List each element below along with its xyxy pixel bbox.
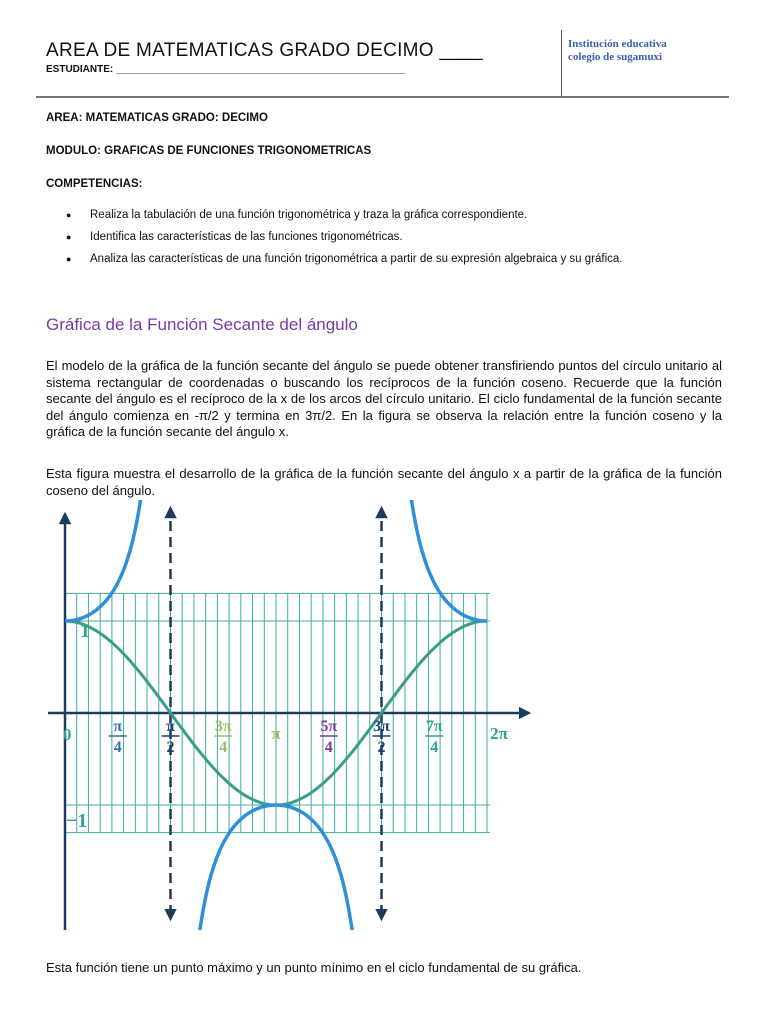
tick-denominator: 4 bbox=[430, 739, 439, 756]
y-one-label: 1 bbox=[80, 620, 90, 642]
tick-numerator: 7π bbox=[425, 718, 443, 735]
y-neg-one-label: −1 bbox=[66, 810, 88, 832]
tick-numerator: 3π bbox=[373, 718, 390, 735]
header-divider bbox=[561, 30, 562, 96]
institution-line-2: colegio de sugamuxi bbox=[568, 51, 663, 63]
list-item: ● Realiza la tabulación de una función trigonométrica y traza la gráfica correspondiente. bbox=[66, 208, 686, 223]
tick-numerator: 5π bbox=[320, 718, 338, 735]
origin-label: 0 bbox=[63, 725, 72, 744]
tick-numerator: π bbox=[113, 718, 123, 735]
tick-denominator: 4 bbox=[113, 739, 122, 756]
paragraph-figure-description: Esta figura muestra el desarrollo de la gráfica de la función secante del ángulo x a partir de la gráfica de la función coseno del ángulo. bbox=[46, 466, 722, 498]
institution-line-1: Institución educativa bbox=[568, 38, 667, 50]
tick-denominator: 2 bbox=[377, 739, 386, 756]
competencias-list bbox=[66, 208, 686, 274]
secant-branch-right bbox=[396, 500, 487, 621]
x-tick-labels bbox=[109, 718, 509, 756]
tick-numerator: π bbox=[166, 718, 175, 735]
footer-text: Esta función tiene un punto máximo y un punto mínimo en el ciclo fundamental de su gráfica. bbox=[46, 960, 582, 975]
tick-numerator: 3π bbox=[214, 718, 232, 735]
tick-value: π bbox=[271, 724, 281, 743]
header-rule bbox=[36, 96, 729, 98]
secant-branch-left bbox=[65, 500, 156, 621]
document-title: AREA DE MATEMATICAS GRADO DECIMO ____ bbox=[46, 40, 483, 61]
tick-denominator: 4 bbox=[219, 739, 228, 756]
x-tick-label bbox=[271, 724, 281, 743]
list-item: ● Identifica las características de las funciones trigonométricas. bbox=[66, 230, 686, 245]
student-field-label: ESTUDIANTE: ____________________________________________________ bbox=[46, 64, 406, 75]
section-title: Gráfica de la Función Secante del ángulo bbox=[46, 315, 358, 334]
area-grade-line: AREA: MATEMATICAS GRADO: DECIMO bbox=[46, 112, 268, 124]
tick-value: 2π bbox=[490, 724, 508, 743]
tick-denominator: 2 bbox=[166, 739, 175, 756]
institution-name bbox=[568, 38, 667, 64]
x-tick-label bbox=[490, 724, 509, 743]
modulo-line: MODULO: GRAFICAS DE FUNCIONES TRIGONOMETRICAS bbox=[46, 145, 372, 157]
paragraph-intro: El modelo de la gráfica de la función secante del ángulo se puede obtener transfiriendo puntos del círculo unitario al sistema rectangular de coordenadas o buscando los recíprocos de la función coseno. Recuerde que la función secante del ángulo es el recíproco de la x de los arcos del círculo unitario. El ciclo fundamental de la función secante del ángulo comienza en -π/2 y termina en 3π/2. En la figura se observa la relación entre la función coseno y la gráfica de la función secante del ángulo x. bbox=[46, 358, 722, 439]
secant-cosine-figure bbox=[0, 500, 768, 930]
competencias-heading: COMPETENCIAS: bbox=[46, 178, 143, 190]
list-item: ● Analiza las características de una función trigonométrica a partir de su expresión algebraica y su gráfica. bbox=[66, 252, 686, 267]
tick-denominator: 4 bbox=[324, 739, 333, 756]
